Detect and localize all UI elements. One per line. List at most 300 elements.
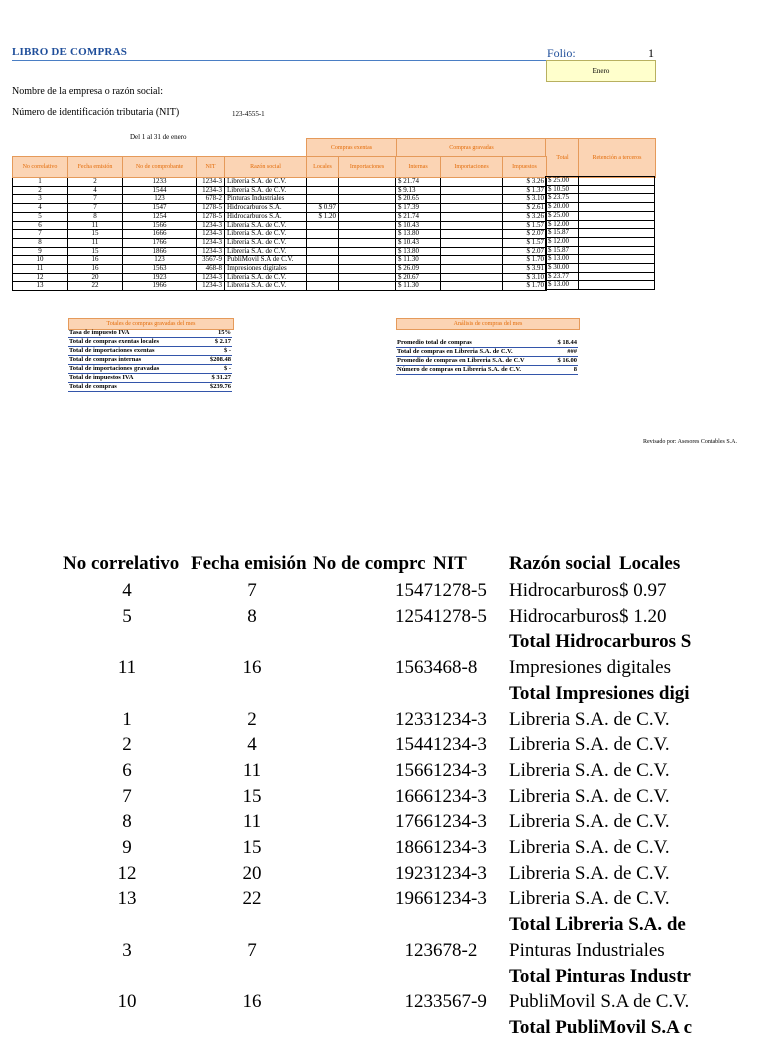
table-cell[interactable]: 1547 [123, 204, 197, 213]
table-row [13, 282, 547, 291]
table-cell[interactable] [339, 221, 396, 230]
zoom-cell[interactable]: 1 [122, 708, 132, 730]
table-cell[interactable]: $ 3.91 [503, 265, 547, 274]
table-row [546, 203, 655, 212]
zoom-cell[interactable]: 2 [122, 734, 132, 756]
summary-label: Total de compras en Libreria S.A. de C.V. [396, 348, 552, 357]
table-cell[interactable] [441, 195, 503, 204]
table-cell[interactable] [339, 256, 396, 265]
table-cell[interactable]: 11 [13, 265, 68, 274]
table-cell[interactable]: 22 [68, 282, 123, 291]
table-cell[interactable]: $ 3.26 [503, 212, 547, 221]
table-cell[interactable] [441, 221, 503, 230]
table-cell[interactable] [307, 273, 339, 282]
table-cell[interactable]: $ 1.20 [307, 212, 339, 221]
zoom-cell[interactable]: 1234-3 [433, 785, 487, 807]
table-cell[interactable] [339, 212, 396, 221]
table-cell[interactable] [441, 273, 503, 282]
table-cell[interactable]: 1234-3 [197, 230, 225, 239]
table-cell[interactable]: $ 1.70 [503, 282, 547, 291]
table-cell[interactable] [339, 195, 396, 204]
table-cell[interactable]: 1563 [123, 265, 197, 274]
table-cell[interactable]: $ 21.74 [396, 212, 441, 221]
zoom-cell[interactable]: Libreria S.A. de C.V. [509, 734, 670, 756]
zoom-row [63, 784, 703, 810]
zoom-total-row [63, 681, 703, 707]
table-cell[interactable]: 7 [68, 195, 123, 204]
table-cell[interactable] [579, 237, 655, 246]
zoom-col-correlativo: No correlativo [63, 553, 180, 574]
zoom-cell[interactable]: Hidrocarburos [509, 580, 619, 601]
zoom-cell[interactable]: 1766 [395, 811, 433, 833]
month-cell[interactable]: Enero [546, 60, 656, 82]
table-row [13, 265, 547, 274]
table-cell[interactable] [339, 247, 396, 256]
folio-label: Folio: [547, 46, 576, 60]
totales-title: Totales de compras gravadas del mes [68, 318, 234, 330]
zoom-total-label: Total Pinturas Industr [509, 965, 691, 987]
analisis-title: Análisis de compras del mes [396, 318, 580, 330]
summary-label: Total de compras internas [68, 356, 199, 365]
table-cell[interactable]: $ 9.13 [396, 186, 441, 195]
table-cell[interactable]: 1254 [123, 212, 197, 221]
zoom-cell[interactable]: 3 [122, 939, 132, 961]
zoom-cell[interactable]: 1233 [395, 708, 433, 730]
table-cell[interactable]: 2 [13, 186, 68, 195]
zoom-cell[interactable]: 7 [122, 785, 132, 807]
table-row [13, 212, 547, 221]
table-cell[interactable]: $ 10.43 [396, 238, 441, 247]
table-cell[interactable]: 1666 [123, 230, 197, 239]
table-cell[interactable]: $ 20.65 [396, 195, 441, 204]
zoom-row [63, 732, 703, 758]
table-cell[interactable]: $ 11.30 [396, 282, 441, 291]
zoom-cell[interactable]: 7 [247, 939, 257, 961]
zoom-cell[interactable]: 4 [247, 734, 257, 756]
table-cell[interactable] [307, 282, 339, 291]
table-cell[interactable]: 4 [13, 204, 68, 213]
table-cell[interactable]: $ 13.00 [546, 255, 579, 264]
table-cell[interactable]: $ 3.26 [503, 178, 547, 187]
zoom-col-locales: Locales [619, 553, 681, 574]
zoom-cell[interactable]: 1666 [395, 785, 433, 807]
table-cell[interactable] [307, 265, 339, 274]
zoom-cell[interactable]: 1544 [395, 734, 433, 756]
page-title: LIBRO DE COMPRAS [12, 46, 128, 58]
table-cell[interactable]: $ 25.00 [546, 211, 579, 220]
zoom-cell[interactable]: 12 [117, 862, 137, 884]
summary-row [396, 357, 578, 366]
table-cell[interactable]: $ 10.43 [396, 221, 441, 230]
zoom-row [63, 809, 703, 835]
table-cell[interactable] [579, 229, 655, 238]
summary-row [68, 329, 232, 338]
summary-value[interactable]: $ 31.27 [199, 374, 232, 383]
table-cell[interactable]: 1766 [123, 238, 197, 247]
zoom-cell[interactable]: Libreria S.A. de C.V. [509, 708, 670, 730]
table-cell[interactable] [339, 178, 396, 187]
table-cell[interactable]: 1234-3 [197, 178, 225, 187]
zoom-cell[interactable]: PubliMovil S.A de C.V. [509, 991, 690, 1013]
zoom-cell[interactable]: 123 [404, 939, 433, 961]
table-cell[interactable] [441, 256, 503, 265]
zoom-cell[interactable]: 16 [242, 991, 262, 1013]
table-cell[interactable]: 1234-3 [197, 282, 225, 291]
zoom-cell[interactable]: 8 [247, 605, 257, 627]
table-cell[interactable] [441, 178, 503, 187]
table-cell[interactable] [339, 282, 396, 291]
table-cell[interactable]: $ 13.80 [396, 230, 441, 239]
zoom-cell[interactable]: 1234-3 [433, 862, 487, 884]
col-no-correlativo: No correlativo [13, 157, 68, 178]
col-total-header: Total [545, 138, 580, 178]
totales-table [68, 329, 232, 392]
table-cell[interactable]: Libreria S.A. de C.V. [225, 178, 307, 187]
summary-value[interactable]: 15% [199, 329, 232, 338]
table-cell[interactable] [579, 220, 655, 229]
col-no-comprobante: No de comprobante [123, 157, 197, 178]
table-cell[interactable]: $ 20.00 [546, 203, 579, 212]
table-cell[interactable]: 16 [68, 265, 123, 274]
zoom-col-nit: NIT [433, 553, 467, 574]
zoom-total-row [63, 964, 703, 990]
zoom-cell[interactable]: 2 [247, 708, 257, 730]
zoom-total-row [63, 629, 703, 655]
zoom-cell[interactable]: Libreria S.A. de C.V. [509, 785, 670, 807]
zoom-cell[interactable]: 11 [242, 759, 262, 781]
table-cell[interactable] [307, 256, 339, 265]
zoom-cell[interactable]: 15 [242, 837, 262, 859]
summary-value[interactable]: $ - [199, 365, 232, 374]
nit-value: 123-4555-1 [232, 110, 265, 118]
col-importaciones-gravadas: Importaciones [441, 157, 503, 178]
zoom-row [63, 886, 703, 912]
table-cell[interactable]: 1234-3 [197, 238, 225, 247]
table-cell[interactable]: Libreria S.A. de C.V. [225, 238, 307, 247]
table-cell[interactable] [579, 246, 655, 255]
summary-value[interactable]: $208.48 [199, 356, 232, 365]
table-cell[interactable] [339, 186, 396, 195]
table-cell[interactable]: $ 13.00 [546, 281, 579, 290]
zoom-cell[interactable]: 1566 [395, 759, 433, 781]
zoom-cell[interactable]: 13 [117, 888, 137, 910]
table-cell[interactable]: Impresiones digitales [225, 265, 307, 274]
table-cell[interactable]: $ 2.07 [503, 247, 547, 256]
zoom-total-label: Total Libreria S.A. de [509, 914, 686, 936]
table-cell[interactable]: 1234-3 [197, 221, 225, 230]
table-cell[interactable] [441, 238, 503, 247]
zoom-cell[interactable]: Impresiones digitales [509, 657, 671, 679]
zoom-row [63, 835, 703, 861]
zoom-cell[interactable]: Libreria S.A. de C.V. [509, 837, 670, 859]
table-cell[interactable] [339, 204, 396, 213]
zoom-cell[interactable]: 1234-3 [433, 708, 487, 730]
table-cell[interactable]: PubliMovil S.A de C.V. [225, 256, 307, 265]
table-cell[interactable]: 1 [13, 178, 68, 187]
table-cell[interactable]: 8 [68, 212, 123, 221]
summary-row [68, 374, 232, 383]
zoom-cell[interactable]: 9 [122, 837, 132, 859]
table-cell[interactable]: $ 1.57 [503, 221, 547, 230]
table-cell[interactable] [579, 177, 655, 186]
zoom-cell[interactable]: 1234-3 [433, 811, 487, 833]
table-cell[interactable] [441, 282, 503, 291]
table-cell[interactable]: 1234-3 [197, 186, 225, 195]
zoom-cell[interactable]: 16 [242, 657, 262, 679]
zoom-cell[interactable]: 15 [242, 785, 262, 807]
table-cell[interactable] [441, 265, 503, 274]
col-fecha-emision: Fecha emisión [68, 157, 123, 178]
zoom-cell[interactable]: 10 [117, 991, 137, 1013]
table-cell[interactable]: Hidrocarburos S.A. [225, 212, 307, 221]
table-cell[interactable]: $ 15.87 [546, 229, 579, 238]
table-cell[interactable] [339, 238, 396, 247]
table-cell[interactable]: Libreria S.A. de C.V. [225, 221, 307, 230]
table-cell[interactable]: Libreria S.A. de C.V. [225, 273, 307, 282]
zoom-cell[interactable]: 20 [242, 862, 262, 884]
table-cell[interactable]: Pinturas Industriales [225, 195, 307, 204]
zoom-cell[interactable]: 1866 [395, 837, 433, 859]
summary-row [68, 338, 232, 347]
table-cell[interactable] [579, 203, 655, 212]
table-cell[interactable]: 11 [68, 238, 123, 247]
table-cell[interactable]: 123 [123, 256, 197, 265]
zoom-cell[interactable]: 123 [404, 991, 433, 1013]
summary-label: Total de compras [68, 383, 199, 392]
table-cell[interactable] [307, 247, 339, 256]
zoom-cell[interactable]: Libreria S.A. de C.V. [509, 862, 670, 884]
table-cell[interactable] [441, 204, 503, 213]
summary-label: Promedio total de compras [396, 339, 552, 348]
table-cell[interactable]: 9 [13, 247, 68, 256]
table-cell[interactable]: $ 12.00 [546, 220, 579, 229]
table-cell[interactable]: Libreria S.A. de C.V. [225, 247, 307, 256]
summary-label: Número de compras en Libreria S.A. de C.V. [396, 366, 552, 375]
zoom-row [63, 604, 703, 630]
zoom-row [63, 578, 703, 604]
table-cell[interactable]: $ 17.39 [396, 204, 441, 213]
summary-row [396, 366, 578, 375]
revisado-label: Revisado por: Asesores Contables S.A. [643, 439, 737, 445]
table-cell[interactable] [579, 272, 655, 281]
zoom-cell[interactable]: 1563 [395, 657, 433, 679]
analisis-table [396, 339, 578, 375]
zoom-cell[interactable]: 1547 [395, 580, 433, 601]
table-cell[interactable] [307, 178, 339, 187]
table-cell[interactable]: $ 1.37 [503, 186, 547, 195]
zoom-total-label: Total Impresiones digi [509, 682, 690, 704]
zoom-row [63, 758, 703, 784]
table-cell[interactable] [307, 230, 339, 239]
table-cell[interactable]: 2 [68, 178, 123, 187]
table-cell[interactable]: 1566 [123, 221, 197, 230]
table-cell[interactable]: 20 [68, 273, 123, 282]
zoom-cell[interactable]: 6 [122, 759, 132, 781]
table-cell[interactable]: 1866 [123, 247, 197, 256]
table-cell[interactable] [339, 265, 396, 274]
zoom-cell[interactable]: 468-8 [433, 657, 478, 679]
summary-value[interactable]: $ 16.00 [552, 357, 578, 366]
table-cell[interactable]: 1233 [123, 178, 197, 187]
zoom-cell[interactable]: 1923 [395, 862, 433, 884]
table-cell[interactable]: 8 [13, 238, 68, 247]
zoom-cell[interactable]: Hidrocarburos [509, 605, 619, 627]
table-row [546, 281, 655, 290]
table-cell[interactable] [441, 230, 503, 239]
table-cell[interactable]: 5 [13, 212, 68, 221]
zoom-cell[interactable]: Libreria S.A. de C.V. [509, 759, 670, 781]
table-cell[interactable]: $ 15.87 [546, 246, 579, 255]
table-cell[interactable]: $ 13.80 [396, 247, 441, 256]
summary-value[interactable]: 8 [552, 366, 578, 375]
table-cell[interactable]: $ 3.10 [503, 195, 547, 204]
table-cell[interactable] [307, 186, 339, 195]
table-cell[interactable]: $ 1.57 [503, 238, 547, 247]
zoom-cell[interactable]: 1278-5 [433, 605, 487, 627]
col-impuestos: Impuestos [503, 157, 547, 178]
zoom-spacer [63, 681, 509, 707]
zoom-col-fecha: Fecha emisión [191, 553, 307, 574]
table-cell[interactable]: 468-8 [197, 265, 225, 274]
zoom-cell[interactable]: 1278-5 [433, 580, 487, 601]
summary-value[interactable]: $ 2.17 [199, 338, 232, 347]
zoom-cell[interactable]: 1234-3 [433, 734, 487, 756]
table-cell[interactable]: Libreria S.A. de C.V. [225, 230, 307, 239]
table-cell[interactable]: 1278-5 [197, 212, 225, 221]
table-cell[interactable]: 11 [68, 221, 123, 230]
table-cell[interactable] [441, 247, 503, 256]
zoom-cell[interactable]: Libreria S.A. de C.V. [509, 888, 670, 910]
table-cell[interactable]: $ 2.61 [503, 204, 547, 213]
summary-value[interactable]: ### [552, 348, 578, 357]
table-cell[interactable]: Libreria S.A. de C.V. [225, 186, 307, 195]
table-cell[interactable]: $ 3.10 [503, 273, 547, 282]
table-cell[interactable]: $ 30.00 [546, 264, 579, 273]
zoom-cell[interactable]: 7 [247, 580, 257, 601]
table-cell[interactable]: 7 [68, 204, 123, 213]
table-cell[interactable]: $ 12.00 [546, 237, 579, 246]
table-cell[interactable]: 1278-5 [197, 204, 225, 213]
zoom-row [63, 655, 703, 681]
table-cell[interactable]: 1234-3 [197, 247, 225, 256]
col-retencion-header: Retención a terceros [578, 138, 656, 178]
table-cell[interactable]: Hidrocarburos S.A. [225, 204, 307, 213]
table-cell[interactable]: 6 [13, 221, 68, 230]
summary-value[interactable]: $ - [199, 347, 232, 356]
zoom-total-label: Total Hidrocarburos S [509, 631, 692, 653]
zoom-cell[interactable]: 1254 [395, 605, 433, 627]
table-cell[interactable] [579, 194, 655, 203]
table-cell[interactable]: $ 11.30 [396, 256, 441, 265]
zoom-cell[interactable]: 1966 [395, 888, 433, 910]
zoom-total-label: Total PubliMovil S.A c [509, 1016, 692, 1038]
period-label: Del 1 al 31 de enero [130, 133, 187, 141]
table-cell[interactable]: $ 25.00 [546, 177, 579, 186]
table-cell[interactable] [579, 185, 655, 194]
zoom-spacer [63, 912, 509, 938]
table-cell[interactable]: 1544 [123, 186, 197, 195]
table-cell[interactable]: 3567-9 [197, 256, 225, 265]
table-cell[interactable]: $ 2.07 [503, 230, 547, 239]
table-cell[interactable]: 1234-3 [197, 273, 225, 282]
table-cell[interactable]: 678-2 [197, 195, 225, 204]
zoom-cell[interactable]: 11 [117, 657, 137, 679]
table-cell[interactable] [579, 281, 655, 290]
table-cell[interactable]: $ 20.67 [396, 273, 441, 282]
summary-row [68, 383, 232, 392]
table-cell[interactable]: 7 [13, 230, 68, 239]
table-cell[interactable]: 123 [123, 195, 197, 204]
summary-row [396, 339, 578, 348]
table-cell[interactable]: $ 23.77 [546, 272, 579, 281]
table-cell[interactable] [441, 212, 503, 221]
table-cell[interactable]: 4 [68, 186, 123, 195]
table-cell[interactable]: 16 [68, 256, 123, 265]
zoom-table [63, 550, 703, 1041]
summary-value[interactable]: $ 18.44 [552, 339, 578, 348]
summary-value[interactable]: $239.76 [199, 383, 232, 392]
table-cell[interactable] [339, 230, 396, 239]
table-cell[interactable] [579, 264, 655, 273]
table-cell[interactable] [339, 273, 396, 282]
table-cell[interactable] [441, 186, 503, 195]
summary-row [396, 348, 578, 357]
zoom-cell[interactable]: Pinturas Industriales [509, 939, 665, 961]
zoom-cell[interactable]: 5 [122, 605, 132, 627]
col-importaciones-exentas: Importaciones [339, 157, 396, 178]
table-cell[interactable]: 15 [68, 247, 123, 256]
table-cell[interactable]: 3 [13, 195, 68, 204]
zoom-cell[interactable]: $ 0.97 [619, 580, 667, 601]
table-cell[interactable]: 1966 [123, 282, 197, 291]
zoom-cell[interactable]: 3567-9 [433, 991, 487, 1013]
table-cell[interactable] [579, 211, 655, 220]
zoom-cell[interactable]: 1234-3 [433, 759, 487, 781]
zoom-cell[interactable]: $ 1.20 [619, 605, 667, 627]
zoom-cell[interactable]: 8 [122, 811, 132, 833]
summary-row [68, 356, 232, 365]
table-cell[interactable]: $ 23.75 [546, 194, 579, 203]
summary-label: Total de importaciones exentas [68, 347, 199, 356]
table-cell[interactable]: Libreria S.A. de C.V. [225, 282, 307, 291]
table-cell[interactable]: 10 [13, 256, 68, 265]
table-cell[interactable]: $ 21.74 [396, 178, 441, 187]
table-cell[interactable] [307, 238, 339, 247]
table-cell[interactable]: 13 [13, 282, 68, 291]
zoom-cell[interactable]: 11 [242, 811, 262, 833]
table-cell[interactable]: 1923 [123, 273, 197, 282]
zoom-cell[interactable]: 22 [242, 888, 262, 910]
group-exentas: Compras exentas [306, 138, 397, 158]
zoom-row [63, 989, 703, 1015]
table-cell[interactable]: $ 1.70 [503, 256, 547, 265]
table-cell[interactable]: $ 10.50 [546, 185, 579, 194]
table-cell[interactable] [307, 221, 339, 230]
table-cell[interactable]: 12 [13, 273, 68, 282]
zoom-cell[interactable]: 1234-3 [433, 837, 487, 859]
table-row [13, 204, 547, 213]
zoom-cell[interactable]: Libreria S.A. de C.V. [509, 811, 670, 833]
zoom-cell[interactable]: 4 [122, 580, 132, 601]
table-cell[interactable]: $ 26.09 [396, 265, 441, 274]
zoom-col-razon: Razón social [509, 553, 611, 574]
zoom-cell[interactable]: 1234-3 [433, 888, 487, 910]
zoom-spacer [63, 629, 509, 655]
zoom-cell[interactable]: 678-2 [433, 939, 478, 961]
table-cell[interactable] [579, 255, 655, 264]
table-cell[interactable]: 15 [68, 230, 123, 239]
table-cell[interactable]: $ 0.97 [307, 204, 339, 213]
